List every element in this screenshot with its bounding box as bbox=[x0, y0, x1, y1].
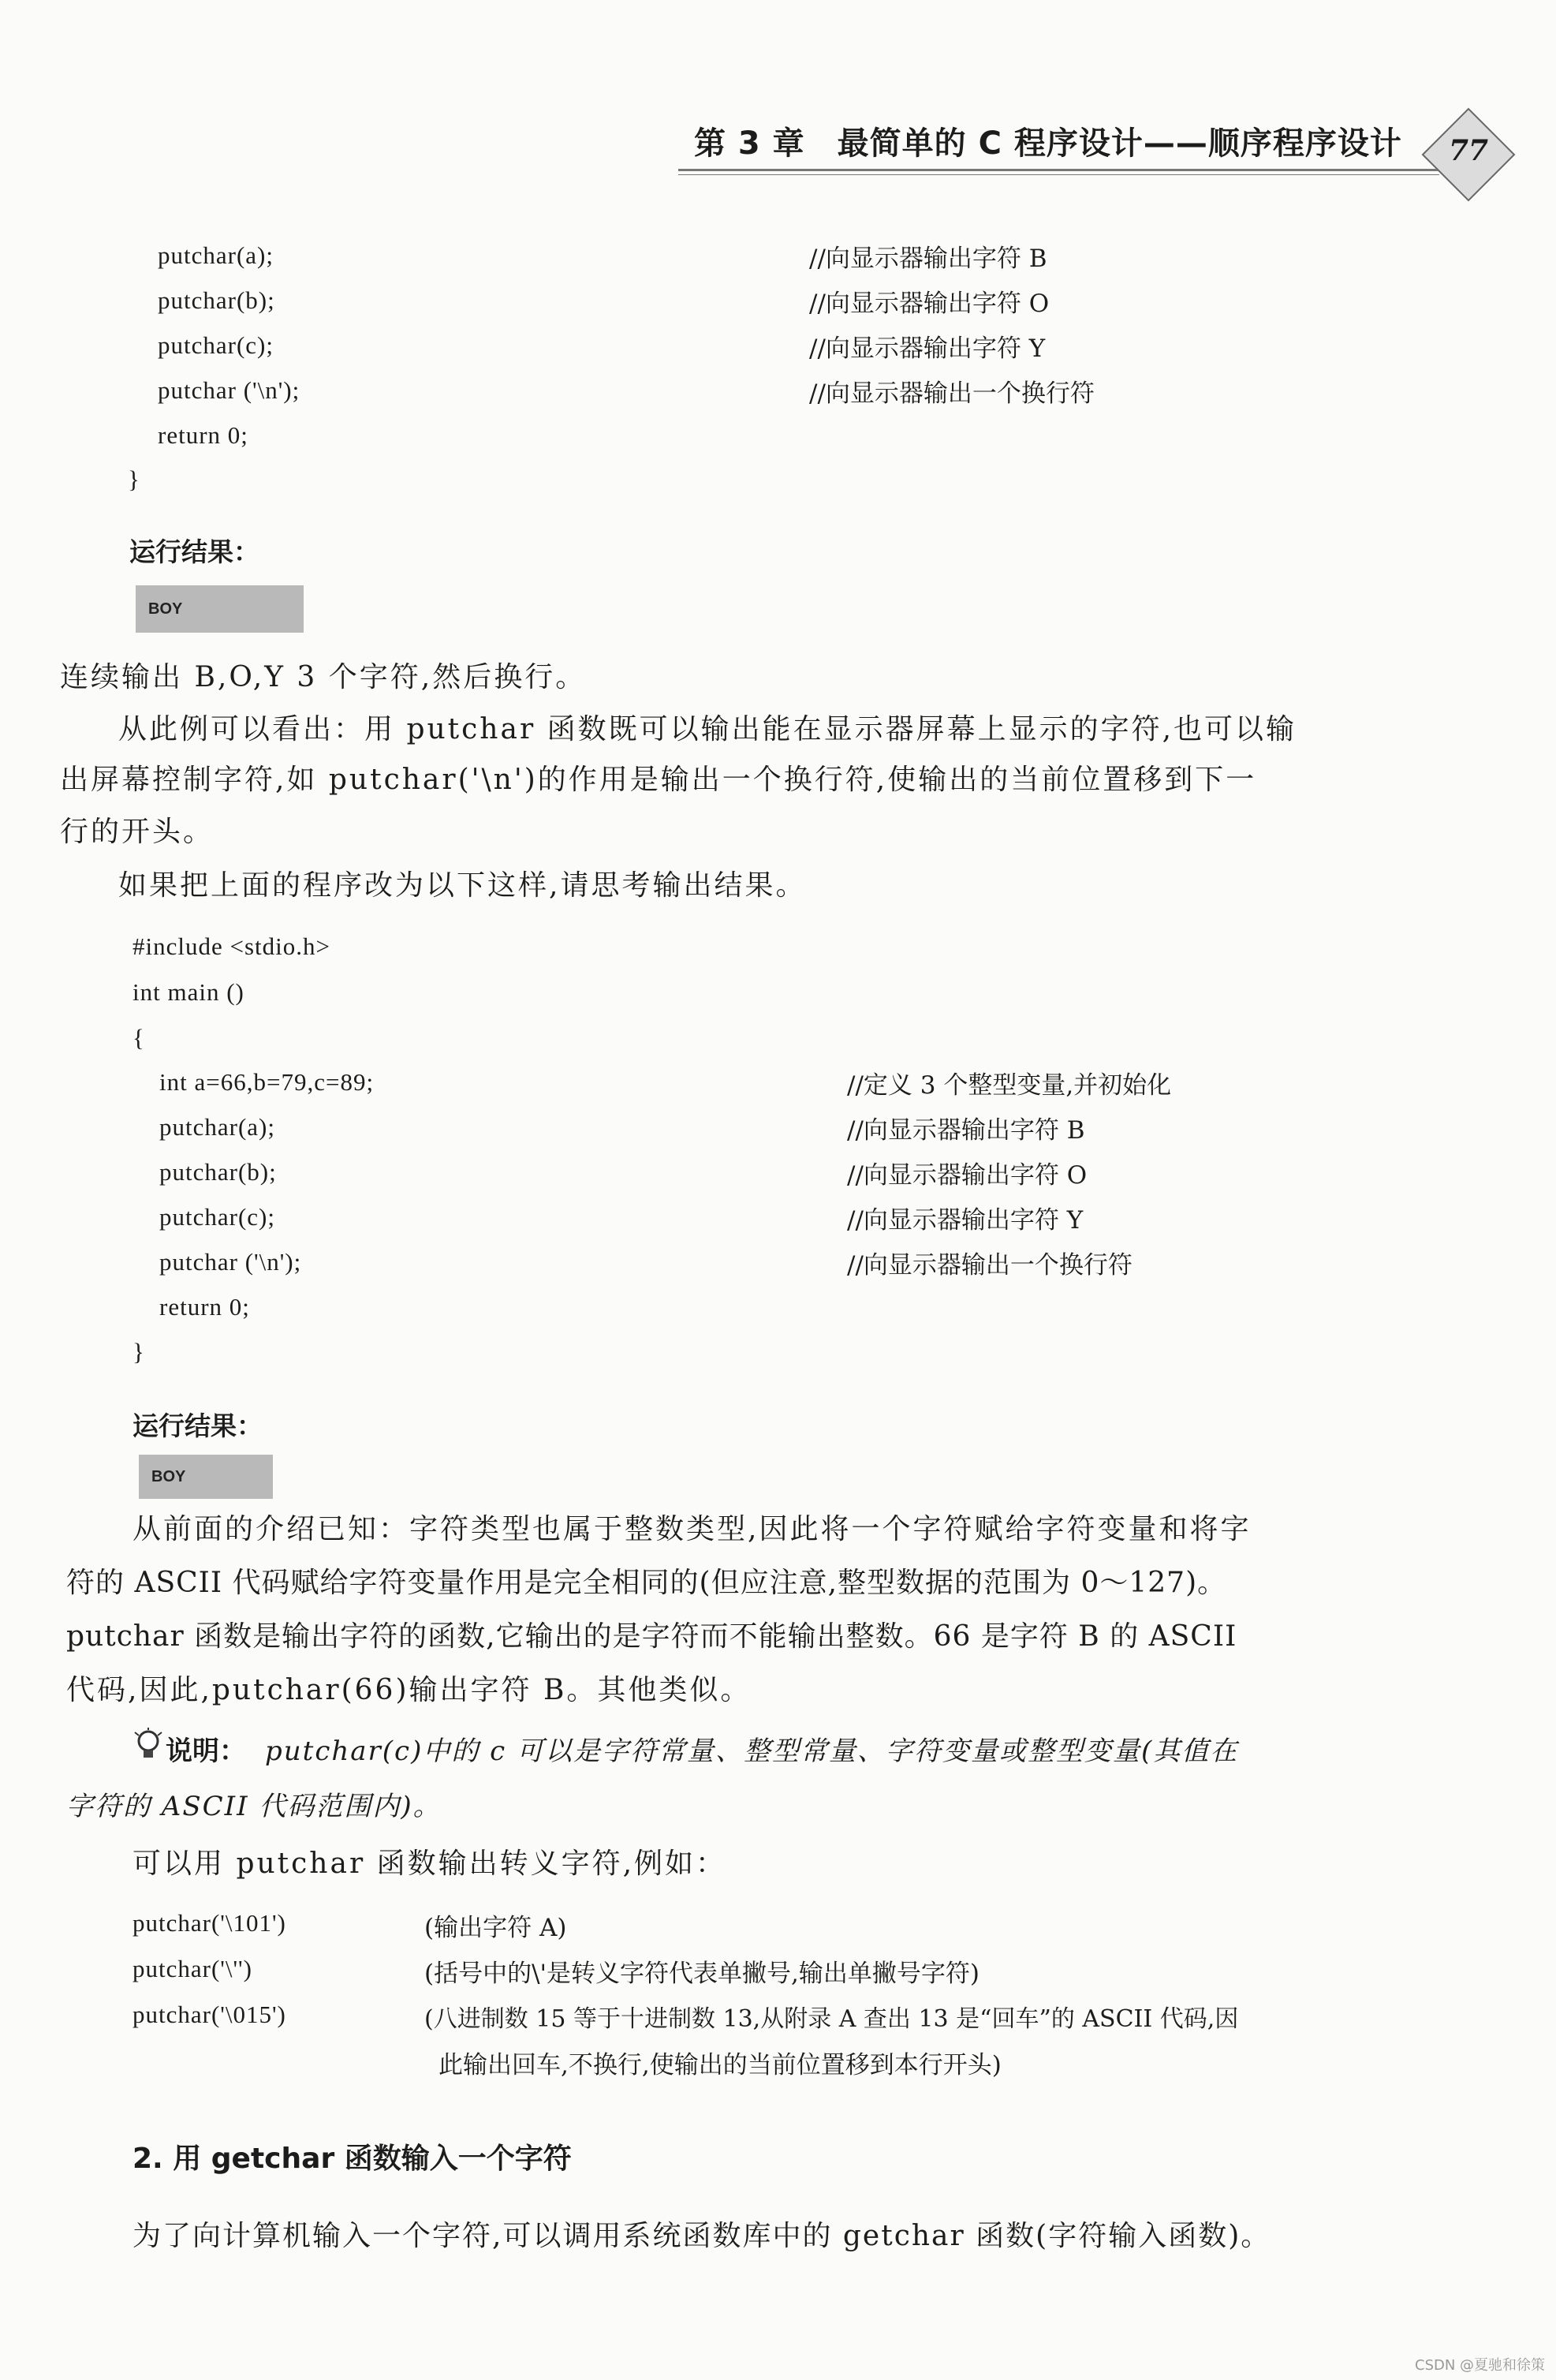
code-line: putchar ('\n'); bbox=[158, 376, 300, 404]
code-close-brace: } bbox=[128, 465, 140, 493]
paragraph-line: 行的开头。 bbox=[60, 816, 215, 848]
note-text: putchar(c)中的 c 可以是字符常量、整型常量、字符变量或整型变量(其值在 bbox=[265, 1735, 1239, 1767]
paragraph-line: 出屏幕控制字符,如 putchar('\n')的作用是输出一个换行符,使输出的当前位置移到下一 bbox=[60, 764, 1257, 796]
paragraph-line: 从此例可以看出：用 putchar 函数既可以输出能在显示器屏幕上显示的字符,也可以输 bbox=[118, 713, 1297, 745]
result-label: 运行结果： bbox=[132, 1410, 263, 1441]
code-comment: //向显示器输出字符 O bbox=[847, 1161, 1088, 1190]
code-line: int a=66,b=79,c=89; bbox=[159, 1068, 375, 1096]
escape-code: putchar('\015') bbox=[132, 2001, 286, 2028]
header-rule bbox=[678, 169, 1439, 171]
watermark: CSDN @夏驰和徐策 bbox=[1415, 2357, 1546, 2374]
code-comment: //定义 3 个整型变量,并初始化 bbox=[847, 1071, 1172, 1100]
chapter-title: 第 3 章 最简单的 C 程序设计——顺序程序设计 bbox=[694, 125, 1402, 162]
code-main: int main () bbox=[132, 978, 244, 1006]
paragraph-line: 符的 ASCII 代码赋给字符变量作用是完全相同的(但应注意,整型数据的范围为 0～127)。 bbox=[66, 1567, 1227, 1599]
code-comment: //向显示器输出一个换行符 bbox=[809, 379, 1095, 408]
code-line: putchar(b); bbox=[158, 286, 275, 314]
escape-desc: (括号中的\'是转义字符代表单撇号,输出单撇号字符) bbox=[424, 1960, 980, 1988]
escape-desc: (输出字符 A) bbox=[424, 1914, 567, 1942]
lightbulb-icon bbox=[132, 1728, 164, 1762]
section-heading: 2. 用 getchar 函数输入一个字符 bbox=[132, 2143, 572, 2175]
code-line: return 0; bbox=[159, 1293, 250, 1321]
escape-desc-continued: 此输出回车,不换行,使输出的当前位置移到本行开头) bbox=[438, 2051, 1002, 2079]
paragraph-line: 从前面的介绍已知：字符类型也属于整数类型,因此将一个字符赋给字符变量和将字 bbox=[132, 1513, 1252, 1545]
page-number: 77 bbox=[1448, 134, 1489, 167]
code-comment: //向显示器输出字符 Y bbox=[809, 334, 1046, 363]
output-box: BOY bbox=[136, 585, 304, 633]
code-line: putchar(c); bbox=[158, 331, 274, 359]
code-line: putchar(a); bbox=[159, 1113, 275, 1141]
note-text: 字符的 ASCII 代码范围内)。 bbox=[66, 1791, 442, 1822]
paragraph: 如果把上面的程序改为以下这样,请思考输出结果。 bbox=[118, 869, 807, 902]
escape-desc: (八进制数 15 等于十进制数 13,从附录 A 查出 13 是“回车”的 ASCII 代码,因 bbox=[424, 2005, 1239, 2033]
header-rule-thin bbox=[678, 174, 1439, 175]
code-include: #include <stdio.h> bbox=[132, 932, 330, 960]
paragraph: 连续输出 B,O,Y 3 个字符,然后换行。 bbox=[60, 661, 587, 693]
paragraph-line: putchar 函数是输出字符的函数,它输出的是字符而不能输出整数。66 是字符 B 的 ASCII bbox=[66, 1620, 1237, 1653]
code-line: putchar(a); bbox=[158, 241, 274, 269]
code-comment: //向显示器输出一个换行符 bbox=[847, 1251, 1132, 1280]
code-comment: //向显示器输出字符 B bbox=[847, 1116, 1085, 1145]
note-label: 说明： bbox=[166, 1735, 246, 1767]
code-close-brace: } bbox=[132, 1338, 145, 1366]
paragraph: 可以用 putchar 函数输出转义字符,例如： bbox=[132, 1848, 727, 1880]
code-line: putchar ('\n'); bbox=[159, 1248, 302, 1276]
paragraph: 为了向计算机输入一个字符,可以调用系统函数库中的 getchar 函数(字符输入函数)。 bbox=[132, 2220, 1271, 2252]
code-comment: //向显示器输出字符 Y bbox=[847, 1206, 1084, 1235]
escape-code: putchar('\101') bbox=[132, 1909, 286, 1937]
output-box: BOY bbox=[139, 1455, 273, 1499]
paragraph-line: 代码,因此,putchar(66)输出字符 B。其他类似。 bbox=[66, 1674, 752, 1706]
code-open-brace: { bbox=[132, 1024, 145, 1052]
code-line: return 0; bbox=[158, 421, 248, 449]
code-line: putchar(b); bbox=[159, 1158, 277, 1186]
code-comment: //向显示器输出字符 B bbox=[809, 245, 1047, 273]
code-line: putchar(c); bbox=[159, 1203, 275, 1231]
escape-code: putchar('\'') bbox=[132, 1955, 252, 1982]
result-label: 运行结果： bbox=[129, 536, 259, 567]
code-comment: //向显示器输出字符 O bbox=[809, 290, 1050, 318]
